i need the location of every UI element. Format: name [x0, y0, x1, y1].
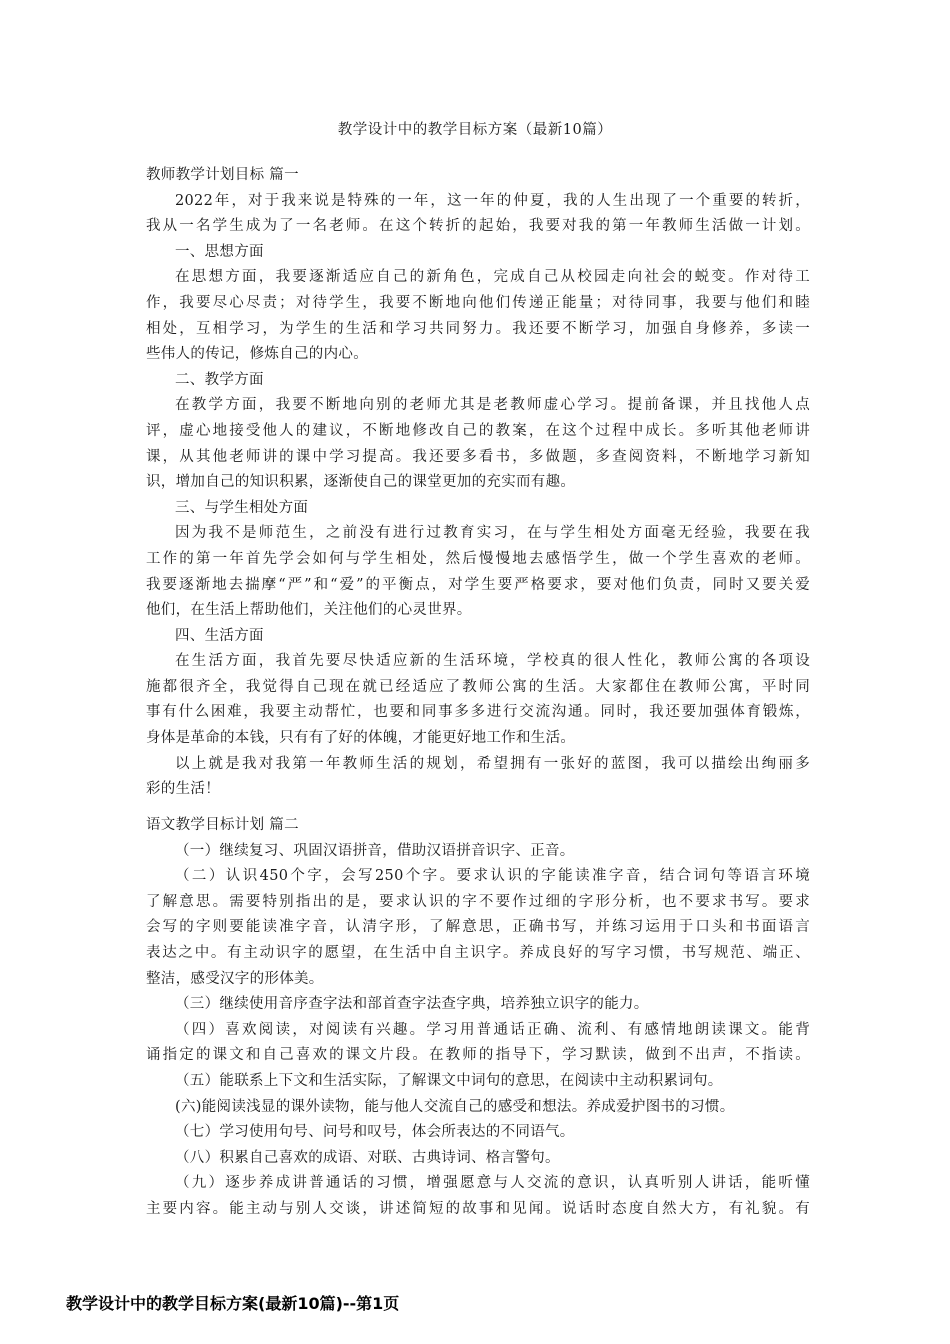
- paragraph-line: （八）积累自己喜欢的成语、对联、古典诗词、格言警句。: [175, 1149, 560, 1166]
- page-footer: 教学设计中的教学目标方案(最新10篇)--第1页: [66, 1294, 400, 1313]
- paragraph-line: (六)能阅读浅显的课外读物，能与他人交流自己的感受和想法。养成爱护图书的习惯。: [175, 1098, 735, 1115]
- subheading: 一、思想方面: [175, 243, 264, 260]
- paragraph-line: 因为我不是师范生，之前没有进行过教育实习，在与学生相处方面毫无经验，我要在我: [175, 525, 810, 542]
- subheading: 三、与学生相处方面: [175, 499, 309, 516]
- document-title: 教学设计中的教学目标方案（最新10篇）: [337, 122, 613, 138]
- paragraph-line: 我要逐渐地去揣摩“严”和“爱”的平衡点，对学生要严格要求，要对他们负责，同时又要关爱: [146, 576, 810, 593]
- paragraph-line: 我从一名学生成为了一名老师。在这个转折的起始，我要对我的第一年教师生活做一计划。: [146, 218, 810, 235]
- paragraph-line: 在教学方面，我要不断地向别的老师尤其是老教师虚心学习。提前备课，并且找他人点: [175, 397, 810, 414]
- paragraph-line: 识，增加自己的知识积累，逐渐使自己的课堂更加的充实而有趣。: [146, 474, 576, 491]
- paragraph-line: 些伟人的传记，修炼自己的内心。: [146, 346, 368, 363]
- paragraph-line: （三）继续使用音序查字法和部首查字法查字典，培养独立识字的能力。: [175, 996, 649, 1013]
- paragraph-line: 在生活方面，我首先要尽快适应新的生活环境，学校真的很人性化，教师公寓的各项设: [175, 653, 810, 670]
- paragraph-line: 事有什么困难，我要主动帮忙，也要和同事多多进行交流沟通。同时，我还要加强体育锻炼，: [146, 704, 810, 721]
- paragraph-line: 施都很齐全，我觉得自己现在就已经适应了教师公寓的生活。大家都住在教师公寓，平时同: [146, 678, 810, 695]
- paragraph-line: 在思想方面，我要逐渐适应自己的新角色，完成自己从校园走向社会的蜕变。作对待工: [175, 269, 810, 286]
- paragraph-line: （二）认识450个字，会写250个字。要求认识的字能读准字音，结合词句等语言环境: [175, 868, 810, 885]
- paragraph-line: 作，我要尽心尽责；对待学生，我要不断地向他们传递正能量；对待同事，我要与他们和睦: [146, 294, 810, 311]
- section-heading: 教师教学计划目标 篇一: [146, 167, 299, 183]
- subheading: 二、教学方面: [175, 371, 264, 388]
- paragraph-line: （五）能联系上下文和生活实际，了解课文中词句的意思，在阅读中主动积累词句。: [175, 1072, 723, 1089]
- paragraph-line: （四）喜欢阅读，对阅读有兴趣。学习用普通话正确、流利、有感情地朗读课文。能背: [175, 1021, 810, 1038]
- paragraph-line: 整洁，感受汉字的形体美。: [146, 970, 324, 987]
- subheading: 四、生活方面: [175, 627, 264, 644]
- paragraph-line: 表达之中。有主动识字的愿望，在生活中自主识字。养成良好的写字习惯，书写规范、端正、: [146, 944, 810, 961]
- section-one: [146, 163, 810, 803]
- paragraph-line: 相处，互相学习，为学生的生活和学习共同努力。我还要不断学习，加强自身修养，多读一: [146, 320, 810, 337]
- paragraph-line: 以上就是我对我第一年教师生活的规划，希望拥有一张好的蓝图，我可以描绘出绚丽多: [175, 755, 810, 772]
- paragraph-line: （七）学习使用句号、问号和叹号，体会所表达的不同语气。: [175, 1124, 575, 1141]
- paragraph-line: （九）逐步养成讲普通话的习惯，增强愿意与人交流的意识，认真听别人讲话，能听懂: [175, 1175, 810, 1192]
- paragraph-line: 了解意思。需要特别指出的是，要求认识的字不要作过细的字形分析，也不要求书写。要求: [146, 893, 810, 910]
- paragraph-line: 课，从其他老师讲的课中学习提高。我还要多看书，多做题，多查阅资料，不断地学习新知: [146, 448, 810, 465]
- section-heading: 语文教学目标计划 篇二: [146, 817, 299, 833]
- paragraph-line: 诵指定的课文和自己喜欢的课文片段。在教师的指导下，学习默读，做到不出声，不指读。: [146, 1047, 810, 1064]
- paragraph-line: 评，虚心地接受他人的建议，不断地修改自己的教案，在这个过程中成长。多听其他老师讲: [146, 422, 810, 439]
- paragraph-line: 他们，在生活上帮助他们，关注他们的心灵世界。: [146, 602, 472, 619]
- paragraph-line: 身体是革命的本钱，只有有了好的体魄，才能更好地工作和生活。: [146, 730, 576, 747]
- paragraph-line: 2022年，对于我来说是特殊的一年，这一年的仲夏，我的人生出现了一个重要的转折，: [175, 192, 810, 209]
- section-two: [146, 813, 810, 1223]
- paragraph-line: 彩的生活！: [146, 781, 220, 798]
- paragraph-line: （一）继续复习、巩固汉语拼音，借助汉语拼音识字、正音。: [175, 842, 575, 859]
- paragraph-line: 会写的字则要能读准字音，认清字形，了解意思，正确书写，并练习运用于口头和书面语言: [146, 919, 810, 936]
- paragraph-line: 主要内容。能主动与别人交谈，讲述简短的故事和见闻。说话时态度自然大方，有礼貌。有: [146, 1200, 810, 1217]
- paragraph-line: 工作的第一年首先学会如何与学生相处，然后慢慢地去感悟学生，做一个学生喜欢的老师。: [146, 550, 810, 567]
